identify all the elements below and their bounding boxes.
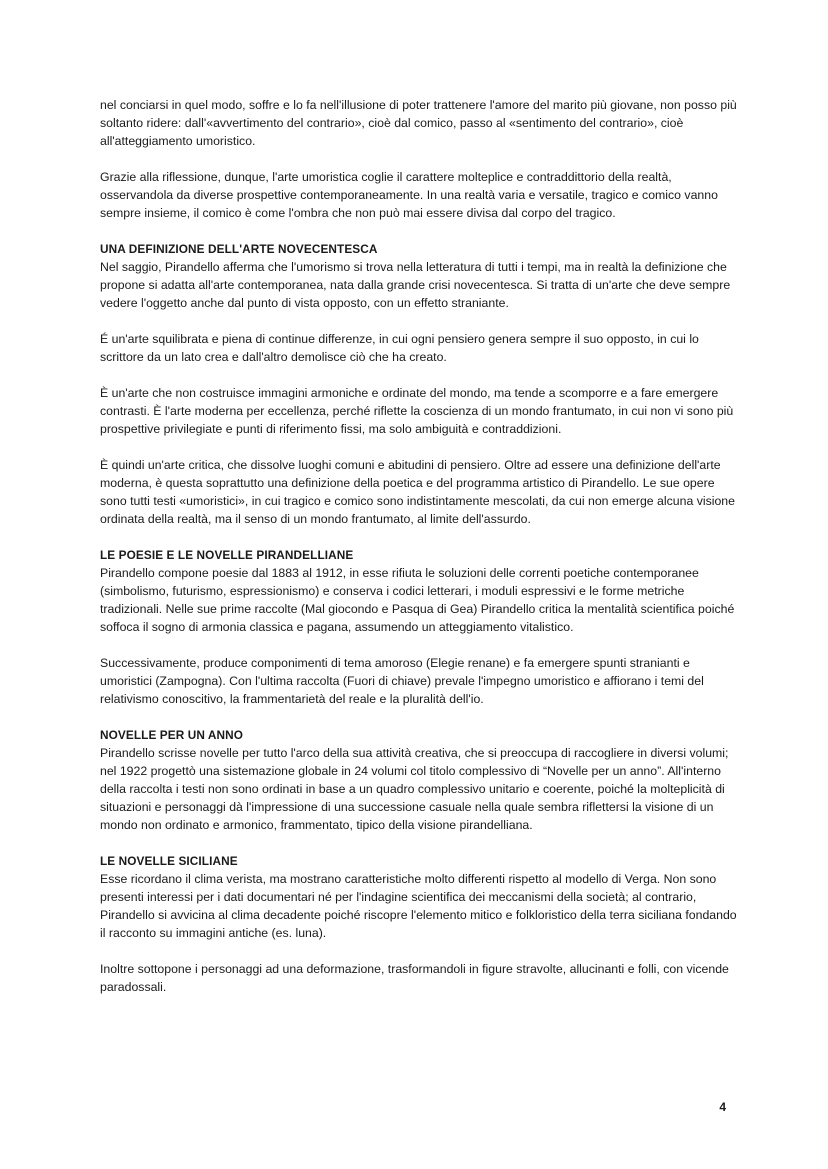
document-page bbox=[100, 96, 740, 1014]
section-paragraph: Pirandello scrisse novelle per tutto l'arco della sua attività creativa, che si preoccupa di raccogliere in diversi volumi; nel 1922 progettò una sistemazione globale in 24 volumi col titolo complessivo di “Novelle per un anno”. All'interno della raccolta i testi non sono ordinati in base a un quadro complessivo unitario e coerente, poiché la molteplicità di situazioni e personaggi dà l'impressione di una successione casuale nella quale sembra riflettersi la visione di un mondo non ordinato e armonico, frammentato, tipico della visione pirandelliana. bbox=[100, 746, 729, 832]
section-heading: UNA DEFINIZIONE DELL'ARTE NOVECENTESCA bbox=[100, 242, 378, 256]
section-heading: LE NOVELLE SICILIANE bbox=[100, 854, 238, 868]
intro-paragraph-1: nel conciarsi in quel modo, soffre e lo fa nell'illusione di poter trattenere l'amore del marito più giovane, non posso più soltanto ridere: dall'«avvertimento del contrario», cioè dal comico, passo al «sentimento del contrario», cioè all'atteggiamento umoristico. bbox=[100, 98, 737, 148]
section-paragraph: Esse ricordano il clima verista, ma mostrano caratteristiche molto differenti rispetto al modello di Verga. Non sono presenti interessi per i dati documentari né per l'indagine scientifica dei meccanismi della società; al contrario, Pirandello si avvicina al clima decadente poiché riscopre l'elemento mitico e folkloristico della terra siciliana fondando il racconto su immagini antiche (es. luna). bbox=[100, 872, 737, 940]
page-number: 4 bbox=[719, 1100, 726, 1114]
section-novelle-per-un-anno bbox=[100, 726, 740, 834]
section-paragraph: É un'arte squilibrata e piena di continue differenze, in cui ogni pensiero genera sempre il suo opposto, in cui lo scrittore da un lato crea e dall'altro demolisce ciò che ha creato. bbox=[100, 332, 699, 364]
section-arte-novecentesca bbox=[100, 240, 740, 528]
section-heading: NOVELLE PER UN ANNO bbox=[100, 728, 244, 742]
section-paragraph: Successivamente, produce componimenti di tema amoroso (Elegie renane) e fa emergere spunti stranianti e umoristici (Zampogna). Con l'ultima raccolta (Fuori di chiave) prevale l'impegno umoristico e affiorano i temi del relativismo conoscitivo, la frammentarietà del reale e la pluralità dell'io. bbox=[100, 656, 704, 706]
section-poesie-novelle bbox=[100, 546, 740, 708]
section-heading: LE POESIE E LE NOVELLE PIRANDELLIANE bbox=[100, 548, 354, 562]
section-paragraph: Inoltre sottopone i personaggi ad una deformazione, trasformandoli in figure stravolte, allucinanti e folli, con vicende paradossali. bbox=[100, 962, 729, 994]
section-novelle-siciliane bbox=[100, 852, 740, 996]
section-paragraph: È quindi un'arte critica, che dissolve luoghi comuni e abitudini di pensiero. Oltre ad essere una definizione dell'arte moderna, è questa soprattutto una definizione della poetica e del programma artistico di Pirandello. Le sue opere sono tutti testi «umoristici», in cui tragico e comico sono indistintamente mescolati, da cui non emerge alcuna visione ordinata della realtà, ma il senso di un mondo frantumato, al limite dell'assurdo. bbox=[100, 458, 735, 526]
intro-paragraph-2: Grazie alla riflessione, dunque, l'arte umoristica coglie il carattere molteplice e contraddittorio della realtà, osservandola da diverse prospettive contemporaneamente. In una realtà varia e versatile, tragico e comico vanno sempre insieme, il comico è come l'ombra che non può mai essere divisa dal corpo del tragico. bbox=[100, 170, 718, 220]
section-paragraph: Nel saggio, Pirandello afferma che l'umorismo si trova nella letteratura di tutti i tempi, ma in realtà la definizione che propone si adatta all'arte contemporanea, nata dalla grande crisi novecentesca. Si tratta di un'arte che deve sempre vedere l'oggetto anche dal punto di vista opposto, con un effetto straniante. bbox=[100, 260, 731, 310]
section-paragraph: Pirandello compone poesie dal 1883 al 1912, in esse rifiuta le soluzioni delle correnti poetiche contemporanee (simbolismo, futurismo, espressionismo) e conserva i codici letterari, i moduli espressivi e le forme metriche tradizionali. Nelle sue prime raccolte (Mal giocondo e Pasqua di Gea) Pirandello critica la mentalità scientifica poiché soffoca il sogno di armonia classica e pagana, assumendo un atteggiamento vitalistico. bbox=[100, 566, 735, 634]
section-paragraph: È un'arte che non costruisce immagini armoniche e ordinate del mondo, ma tende a scomporre e a fare emergere contrasti. È l'arte moderna per eccellenza, perché riflette la coscienza di un mondo frantumato, in cui non vi sono più prospettive privilegiate e punti di riferimento fissi, ma solo ambiguità e contraddizioni. bbox=[100, 386, 734, 436]
